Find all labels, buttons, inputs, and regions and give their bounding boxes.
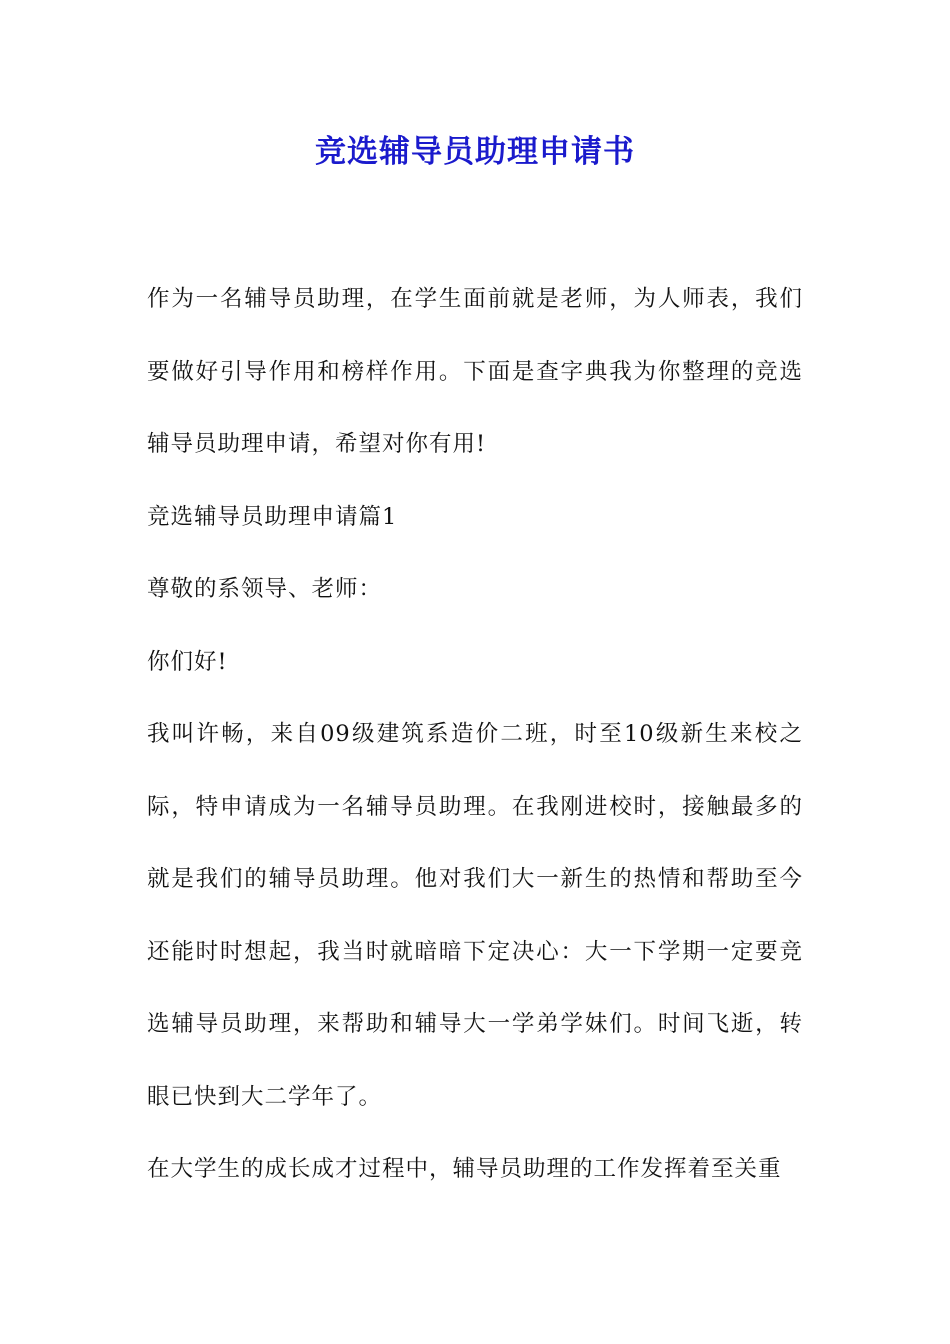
document-body: [147, 263, 803, 1206]
greeting: 你们好!: [147, 648, 228, 675]
body-paragraph: 在大学生的成长成才过程中，辅导员助理的工作发挥着至关重: [147, 1156, 782, 1182]
salutation: 尊敬的系领导、老师：: [147, 576, 383, 602]
body-paragraph: 我叫许畅，来自09级建筑系造价二班，时至10级新生来校之际，特申请成为一名辅导员助理。在我刚进校时，接触最多的就是我们的辅导员助理。他对我们大一新生的热情和帮助至今还能时时想起，我当时就暗暗下定决心：大一下学期一定要竞选辅导员助理，来帮助和辅导大一学弟学妹们。时间飞逝，转眼已快到大二学年了。: [147, 721, 803, 1110]
section-heading: 竞选辅导员助理申请篇1: [147, 503, 398, 530]
intro-paragraph: 作为一名辅导员助理，在学生面前就是老师，为人师表，我们要做好引导作用和榜样作用。下面是查字典我为你整理的竞选辅导员助理申请，希望对你有用!: [147, 286, 803, 457]
document-title: 竞选辅导员助理申请书: [315, 134, 635, 170]
